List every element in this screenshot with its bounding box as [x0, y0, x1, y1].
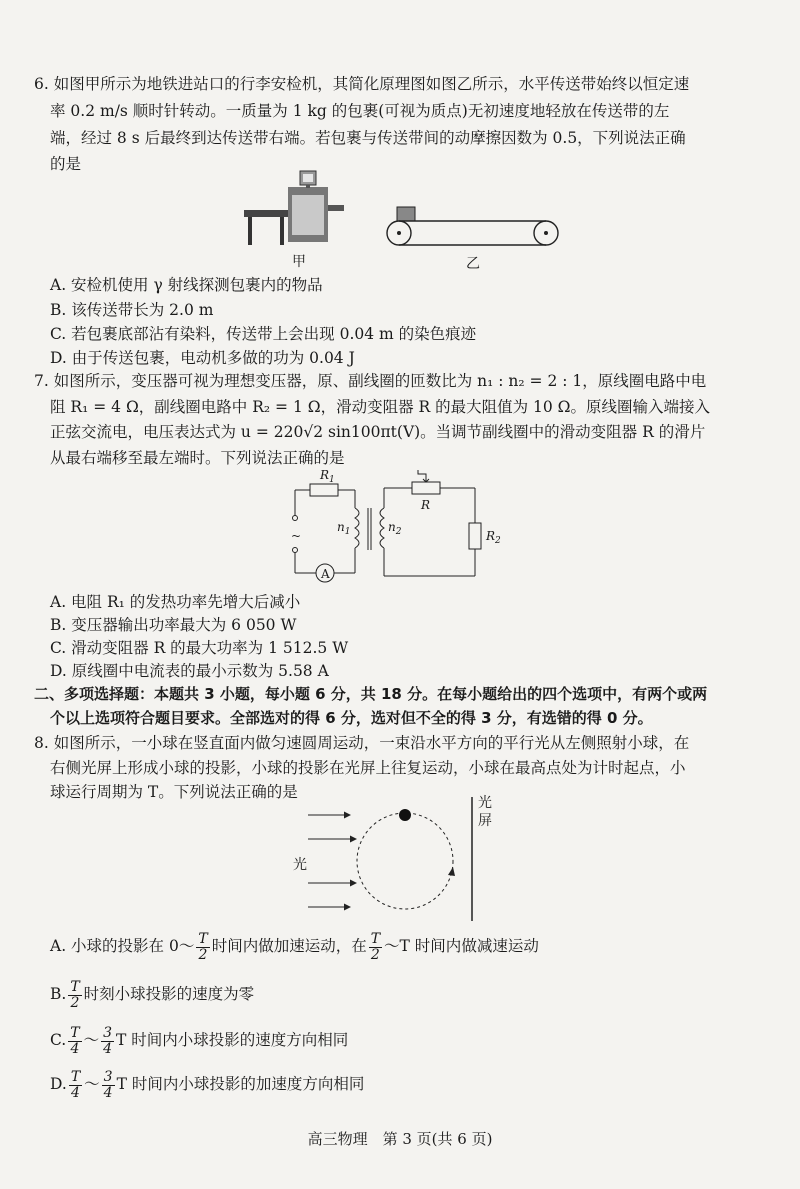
frac-t-over-2: $\frac{T}{2}$	[70, 978, 80, 1011]
q8-option-d: D. $\frac{T}{4}$ ～ $\frac{3}{4}$ T 时间内小球投影的加速度方向相同	[50, 1068, 365, 1101]
frac-t-over-4: $\frac{T}{4}$	[70, 1024, 80, 1057]
ball	[399, 809, 411, 821]
svg-text:R: R	[421, 498, 431, 512]
q6-line-1: 6. 如图甲所示为地铁进站口的行李安检机，其简化原理图如图乙所示，水平传送带始终以恒定速	[34, 75, 690, 93]
circular-path	[357, 813, 453, 909]
package-block	[397, 207, 415, 221]
q6-option-a: A. 安检机使用 γ 射线探测包裹内的物品	[50, 276, 323, 294]
fig-label-yi: 乙	[466, 256, 480, 272]
rheostat-r	[412, 482, 440, 494]
frac-3-over-4: $\frac{3}{4}$	[103, 1024, 113, 1057]
conveyor-belt-diagram	[385, 200, 560, 255]
q7-line-4: 从最右端移至最左端时。下列说法正确的是	[50, 449, 345, 467]
q6-option-c: C. 若包裹底部沾有染料，传送带上会出现 0.04 m 的染色痕迹	[50, 325, 477, 343]
secondary-coil	[380, 508, 384, 548]
frac-t-over-2: $\frac{T}{2}$	[198, 930, 208, 963]
resistor-r2	[469, 523, 481, 549]
q6-line-2: 率 0.2 m/s 顺时针转动。一质量为 1 kg 的包裹(可视为质点)无初速度地轻放在传送带的左	[50, 102, 670, 120]
svg-text:n2: $n_2$	[388, 520, 402, 537]
svg-text:R2: $R_2$	[486, 529, 501, 546]
fig-label-jia: 甲	[292, 254, 306, 270]
resistor-r1	[310, 484, 338, 496]
q7-line-1: 7. 如图所示，变压器可视为理想变压器，原、副线圈的匝数比为 n₁ : n₂ = 2 : 1，原线圈电路中电	[34, 372, 707, 390]
q7-option-b: B. 变压器输出功率最大为 6 050 W	[50, 616, 297, 634]
section2-heading-2: 个以上选项符合题目要求。全部选对的得 6 分，选对但不全的得 3 分，有选错的得 0 分。	[50, 709, 653, 727]
security-scanner-figure	[240, 165, 350, 250]
svg-text:R1: $R_1$	[320, 468, 335, 485]
q8-line-2: 右侧光屏上形成小球的投影，小球的投影在光屏上往复运动，小球在最高点处为计时起点，小	[50, 759, 686, 777]
q6-line-4: 的是	[50, 155, 82, 173]
q7-line-2: 阻 R₁ = 4 Ω，副线圈电路中 R₂ = 1 Ω，滑动变阻器 R 的最大阻值为 10 Ω。原线圈输入端接入	[50, 398, 711, 416]
page-footer: 高三物理 第 3 页(共 6 页)	[307, 1130, 493, 1148]
transformer-circuit-diagram	[280, 468, 510, 593]
fig-light-label: 光	[293, 857, 307, 873]
section2-heading-1: 二、多项选择题：本题共 3 小题，每小题 6 分，共 18 分。在每小题给出的四个选项中，有两个或两	[34, 685, 708, 703]
q7-line-3: 正弦交流电，电压表达式为 u = 220√2 sin100πt(V)。当调节副线圈中的滑动变阻器 R 的滑片	[50, 423, 706, 441]
q7-option-a: A. 电阻 R₁ 的发热功率先增大后减小	[50, 593, 301, 611]
fig-screen-label-2: 屏	[478, 813, 492, 829]
primary-coil	[355, 508, 359, 548]
q6-option-b: B. 该传送带长为 2.0 m	[50, 301, 214, 319]
q7-option-d: D. 原线圈中电流表的最小示数为 5.58 A	[50, 662, 329, 680]
frac-3-over-4: $\frac{3}{4}$	[103, 1068, 113, 1101]
fig-screen-label-1: 光	[478, 795, 492, 811]
q7-option-c: C. 滑动变阻器 R 的最大功率为 1 512.5 W	[50, 639, 349, 657]
q8-line-3: 球运行周期为 T。下列说法正确的是	[50, 783, 298, 801]
ammeter-label: A	[321, 567, 330, 581]
q8-option-a: A. 小球的投影在 0～ $\frac{T}{2}$ 时间内做加速运动，在 $\frac{T}{2}$ ～T 时间内做减速运动	[50, 930, 539, 963]
q8-option-b: B. $\frac{T}{2}$ 时刻小球投影的速度为零	[50, 978, 255, 1011]
q6-option-d: D. 由于传送包裹，电动机多做的功为 0.04 J	[50, 349, 355, 367]
q8-line-1: 8. 如图所示，一小球在竖直面内做匀速圆周运动，一束沿水平方向的平行光从左侧照射小球，在	[34, 734, 690, 752]
svg-text:n1: $n_1$	[337, 520, 351, 537]
frac-t-over-2: $\frac{T}{2}$	[370, 930, 381, 963]
svg-text:~: ~	[291, 529, 302, 543]
q8-option-c: C. $\frac{T}{4}$ ～ $\frac{3}{4}$ T 时间内小球投影的速度方向相同	[50, 1024, 349, 1057]
frac-t-over-4: $\frac{T}{4}$	[70, 1068, 81, 1101]
q6-line-3: 端，经过 8 s 后最终到达传送带右端。若包裹与传送带间的动摩擦因数为 0.5，下列说法正确	[50, 129, 686, 147]
